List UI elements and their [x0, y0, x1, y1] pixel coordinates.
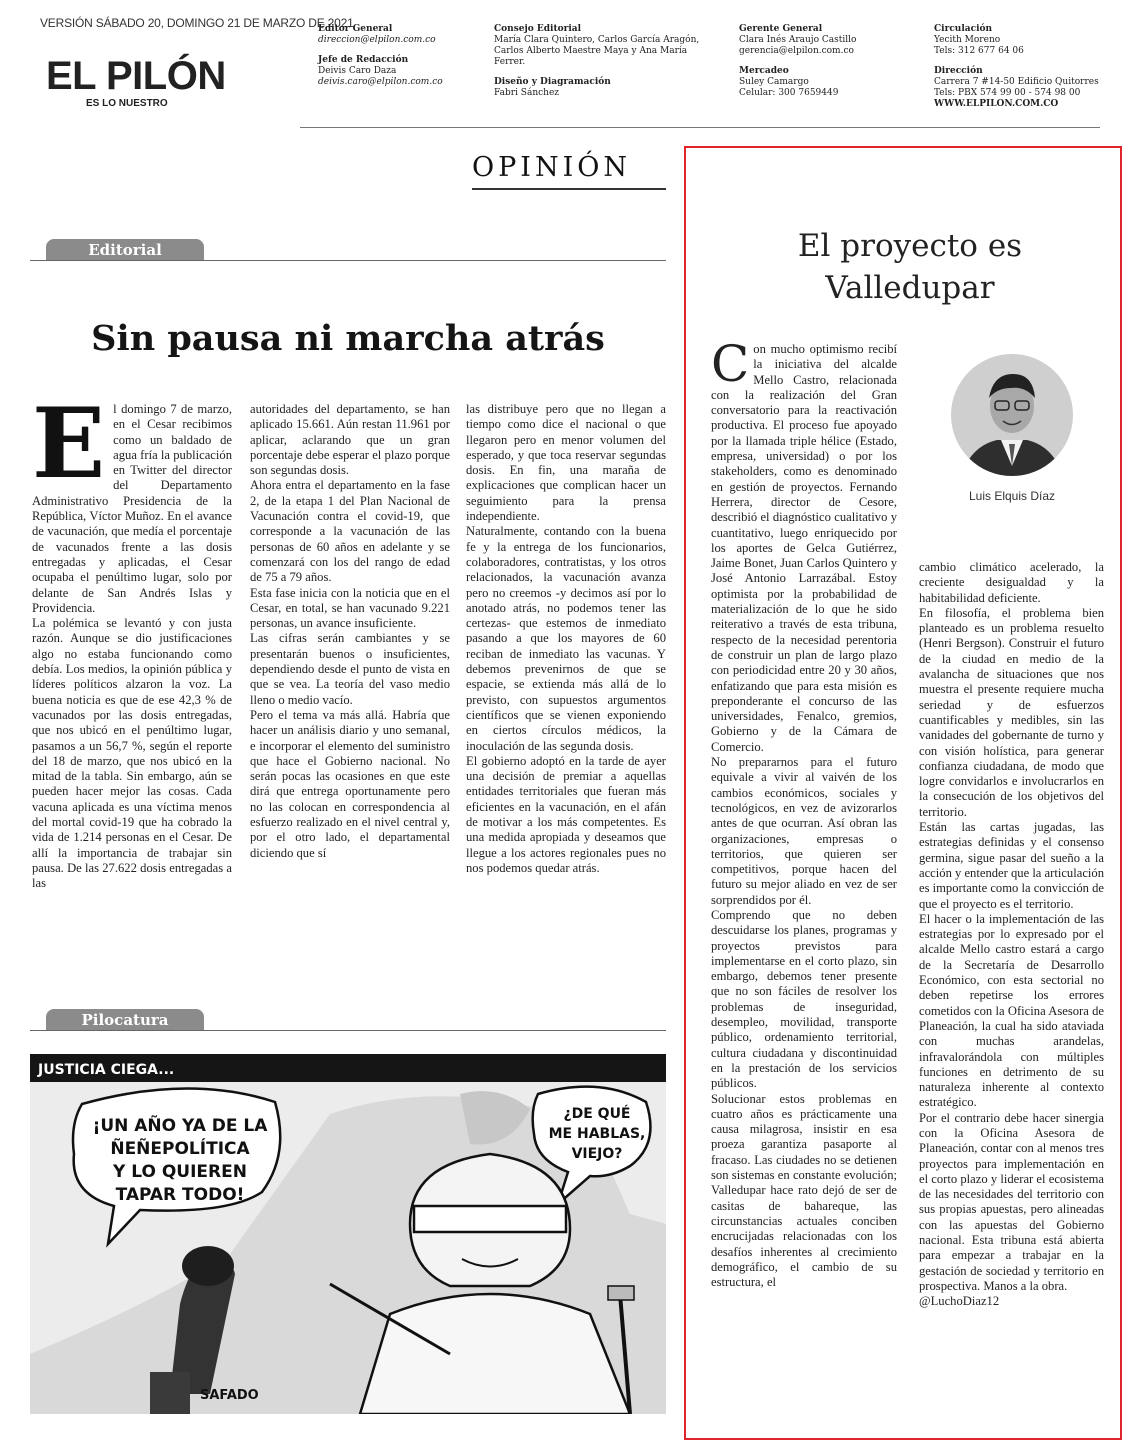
credit-role: Mercadeo: [739, 66, 789, 76]
editorial-column-1: [32, 402, 232, 962]
editorial-paragraph: Pero el tema va más allá. Habría que hacer un análisis diario y uno semanal, e incorporar el elemento del suministro que hace el Gobierno nacional. No serán pocas las ocasiones en que este dirá que entrega oportunamente pero no las colocan en correspondencia al esfuerzo realizado en el nivel central y, por el otro lado, el departamental diciendo que sí: [250, 707, 450, 860]
credit-role: Editor General: [318, 24, 393, 34]
credit-role: Gerente General: [739, 24, 823, 34]
credit-name: Deivis Caro Daza: [318, 66, 397, 76]
credit-name: Suley Camargo: [739, 77, 809, 87]
article-paragraph: Por el contrario debe hacer sinergia con la Oficina Asesora de Planeación, contar con al menos tres proyectos para implementación en el corto plazo y liderar el ecosistema de las necesidades del territorio con sus propias apuestas, pero alineadas con las apuestas del Gobierno nacional. Esta tribuna está abierta para empezar a trabajar en la gestación de sociedad y territorio en prospectiva. Manos a la obra.: [919, 1110, 1104, 1293]
logo-name: EL PILÓN: [46, 54, 226, 98]
pilocatura-rule: [30, 1030, 666, 1031]
credit-phone: Celular: 300 7659449: [739, 88, 839, 98]
editorial-column-2: [250, 402, 450, 962]
credit-email[interactable]: deivis.caro@elpilon.com.co: [318, 77, 443, 87]
editorial-rule: [30, 260, 666, 261]
editorial-title: Sin pausa ni marcha atrás: [91, 318, 605, 359]
masthead-divider: [300, 127, 1100, 128]
logo-slogan: ES LO NUESTRO: [86, 98, 168, 109]
bubble-left-line: ÑEÑEPOLÍTICA: [110, 1139, 250, 1159]
bubble-right-line: VIEJO?: [571, 1146, 623, 1162]
credit-name: Fabri Sánchez: [494, 88, 560, 98]
editorial-paragraph: las distribuye pero que no llegan a tiempo como dice el nacional o que llegaron pero en menor volumen del esperado, y que toca reservar segundas dosis. En fin, una maraña de explicaciones que complican hacer un seguimiento para la prensa independiente.: [466, 402, 666, 524]
article-paragraph: El hacer o la implementación de las estrategias por lo expresado por el alcalde Mello castro estará a cargo de la Secretaría de Desarrollo Económico, con esta sectorial no deben repetirse los errores cometidos con la Oficina Asesora de Planeación, la cual ha sido ataviada con muchas arandelas, infravalorándola con múltiples funciones en detrimento de su naturaleza inherente al contexto estratégico.: [919, 911, 1104, 1110]
editorial-paragraph: Las cifras serán cambiantes y se presentarán buenos o insuficientes, dependiendo desde el punto de vista en que se vea. La teoría del vaso medio lleno o medio vacío.: [250, 631, 450, 707]
article-paragraph: Están las cartas jugadas, las estrategias definidas y el consenso germina, sigue pasar del sueño a la acción y entender que la articulación es importante como la convicción de que el proyecto es el territorio.: [919, 820, 1104, 911]
article-dropcap: C: [711, 342, 750, 393]
article-column-1: [711, 342, 897, 1418]
editorial-tab: Editorial: [46, 239, 204, 261]
bubble-left-line: TAPAR TODO!: [115, 1185, 245, 1205]
article-title-line: El proyecto es: [797, 228, 1023, 264]
credit-phone: Tels: PBX 574 99 00 - 574 98 00: [934, 88, 1081, 98]
bubble-left-line: Y LO QUIEREN: [113, 1162, 247, 1182]
editorial-paragraph: autoridades del departamento, se han aplicado 15.661. Aún restan 11.961 por aplicar, aclarando que un gran porcentaje debe esperar el plazo porque son segundas dosis.: [250, 402, 450, 478]
cartoonist-signature: SAFADO: [200, 1388, 259, 1403]
article-title: [720, 225, 1100, 309]
bubble-right-line: ¿DE QUÉ: [563, 1106, 631, 1122]
credits-management: [739, 24, 856, 99]
edition-date: VERSIÓN SÁBADO 20, DOMINGO 21 DE MARZO DE 2021: [40, 16, 354, 30]
cartoon-illustration: [30, 1054, 666, 1414]
credit-role: Dirección: [934, 66, 983, 76]
credit-address: Carrera 7 #14-50 Edificio Quitorres: [934, 77, 1099, 87]
author-name: Luis Elquis Díaz: [968, 489, 1056, 503]
article-paragraph: Solucionar estos problemas en cuatro años es prácticamente una causa milagrosa, insistir en esa proeza garantiza pasaporte al fracaso. Las ciudades no se detienen son sistemas en constante evolución; Valledupar hace rato dejó de ser de casitas de bahareque, las circunstancias actuales conciben encrucijadas relacionadas con los desafíos inherentes al crecimiento demográfico, el cambio de su estructura, el: [711, 1091, 897, 1290]
editorial-paragraph: l domingo 7 de marzo, en el Cesar recibimos como un baldado de agua fría la publicación en Twitter del director del Departamento Administrativo Presidencia de la República, Víctor Muñoz. En el avance de vacunación, que medía el porcentaje de vacunados frente a las dosis entregadas y aplicadas, el Cesar ocupaba el penúltimo lugar, solo por delante de San Andrés Islas y Providencia.: [32, 402, 232, 615]
author-photo: [951, 354, 1073, 476]
credit-role: Circulación: [934, 24, 993, 34]
article-title-line: Valledupar: [825, 270, 995, 306]
editorial-dropcap: E: [32, 402, 106, 500]
newspaper-logo: [46, 54, 226, 109]
article-column-2: [919, 560, 1104, 1418]
author-handle[interactable]: @LuchoDiaz12: [919, 1294, 1000, 1309]
editorial-column-3: [466, 402, 666, 962]
editorial-paragraph: Naturalmente, contando con la buena fe y la entrega de los funcionarios, colaboradores, contratistas, y los otros relacionados, la vacunación avanza pero no creemos -y decimos así por lo anotado atrás, no podemos tener las certezas- que estemos de inmediato pasando a que los mayores de 60 reciban de inmediato las vacunas. Y debemos prevenirnos de que se espacie, se extienda más allá de lo previsto, con supuestos argumentos científicos que se vienen exponiendo en ciertos círculos médicos, la inoculación de las segunda dosis.: [466, 524, 666, 753]
credit-role: Jefe de Redacción: [318, 55, 409, 65]
credits-board: [494, 24, 709, 99]
credit-email[interactable]: direccion@elpilon.com.co: [318, 35, 436, 45]
article-paragraph: En filosofía, el problema bien planteado es un problema resuelto (Henri Bergson). Construir el futuro de la ciudad en medio de la avalancha de situaciones que nos muestra el presente requiere mucha seriedad y de esfuerzos cuantificables y medibles, sin las vanidades del gobernante de turno y con visión holística, para generar confianza ciudadana, de modo que logre convidarlos e involucrarlos en la consecución de los objetivos del territorio.: [919, 605, 1104, 819]
section-title: OPINIÓN: [472, 152, 632, 183]
credit-email[interactable]: gerencia@elpilon.com.co: [739, 46, 854, 56]
credit-phone: Tels: 312 677 64 06: [934, 46, 1024, 56]
credits-editors: [318, 24, 443, 88]
credit-name: Clara Inés Araujo Castillo: [739, 35, 857, 45]
editorial-paragraph: Ahora entra el departamento en la fase 2, de la etapa 1 del Plan Nacional de Vacunación contra el covid-19, que corresponde a la vacunación de las personas de 60 años en adelante y se comenzará con los del rango de edad de 75 a 79 años.: [250, 478, 450, 585]
cartoon-strip-title: JUSTICIA CIEGA...: [38, 1062, 175, 1078]
article-paragraph: cambio climático acelerado, la creciente desigualdad y la habitabilidad deficiente.: [919, 560, 1104, 605]
credits-contact: [934, 24, 1099, 110]
article-paragraph: Comprendo que no deben descuidarse los planes, programas y proyectos previstos para implementarse en el corto plazo, sin embargo, debemos tener presente que no son fáciles de resolver los problemas de inseguridad, desempleo, movilidad, transporte público, ordenamiento territorial, cultura ciudadana y discontinuidad en la prestación de los servicios públicos.: [711, 907, 897, 1091]
section-rule: [472, 188, 666, 190]
editorial-paragraph: La polémica se levantó y con justa razón. Aunque se dio justificaciones algo no estaba funcionando como debía. Los medios, la opinión pública y líderes políticos alzaron la voz. La buena noticia es que de ese 42,3 % de vacunados por las dosis entregadas, que nos ubicó en el penúltimo lugar, pasamos a un 56,7 %, según el reporte del 18 de marzo, que nos ubicó en la mitad de la tabla. Sin embargo, aún se pueden hacer mejor las cosas. Cada vacuna aplicada es una víctima menos del mortal covid-19 que ha cobrado la vida de 1.214 personas en el Cesar. De allí la importancia de trabajar sin pausa. De las 27.622 dosis entregadas a las: [32, 616, 232, 891]
article-paragraph: No prepararnos para el futuro equivale a vivir al vaivén de los cambios económicos, sociales y tecnológicos, en vez de avizorarlos antes de que ocurran. Así obran las organizaciones, empresas o territorios, que quieren ser competitivos, porque hacen del futuro su mejor aliado en vez de ser sorprendidos por él.: [711, 755, 897, 907]
credit-role: Consejo Editorial: [494, 24, 582, 34]
website-link[interactable]: WWW.ELPILON.COM.CO: [934, 99, 1059, 109]
editorial-paragraph: Esta fase inicia con la noticia que en el Cesar, en total, se han vacunado 9.221 personas, un avance insuficiente.: [250, 585, 450, 631]
credit-name: Yecith Moreno: [934, 35, 1001, 45]
credit-role: Diseño y Diagramación: [494, 77, 611, 87]
credit-names: María Clara Quintero, Carlos García Aragón, Carlos Alberto Maestre Maya y Ana María Ferrer.: [494, 35, 700, 67]
bubble-right-line: ME HABLAS,: [548, 1126, 646, 1142]
pilocatura-tab: Pilocatura: [46, 1009, 204, 1031]
article-paragraph: on mucho optimismo recibí la iniciativa del alcalde Mello Castro, relacionada con la realización del Gran conversatorio para la reactivación productiva. El proceso fue apoyado por la llamada triple hélice (Estado, empresa, universidad) o por los stakeholders, como es denominado en gestión de proyectos. Fernando Herrera, director de Cesore, describió el diagnóstico cualitativo y cuantitativo, luego enriquecido por los aportes de Gelca Gutiérrez, Jaime Bonet, Juan Carlos Quintero y José Antonio Larrazábal. Estoy optimista por la probabilidad de materialización de lo que he sido reiterativo a través de esta tribuna, respecto de la necesidad perentoria de construir un plan de largo plazo con periodicidad entre 20 y 30 años, enfatizando que para esta misión es preponderante el concurso de las universidades, Fenalco, gremios, Gobierno y de la Cámara de Comercio.: [711, 342, 897, 754]
bubble-left-line: ¡UN AÑO YA DE LA: [92, 1116, 268, 1136]
editorial-paragraph: El gobierno adoptó en la tarde de ayer una decisión de premiar a aquellas entidades territoriales que fueran más eficientes en la vacunación, en el afán de motivar a los más competentes. Es una medida apropiada y deseamos que llegue a los actores regionales pues no nos podemos quedar atrás.: [466, 753, 666, 875]
